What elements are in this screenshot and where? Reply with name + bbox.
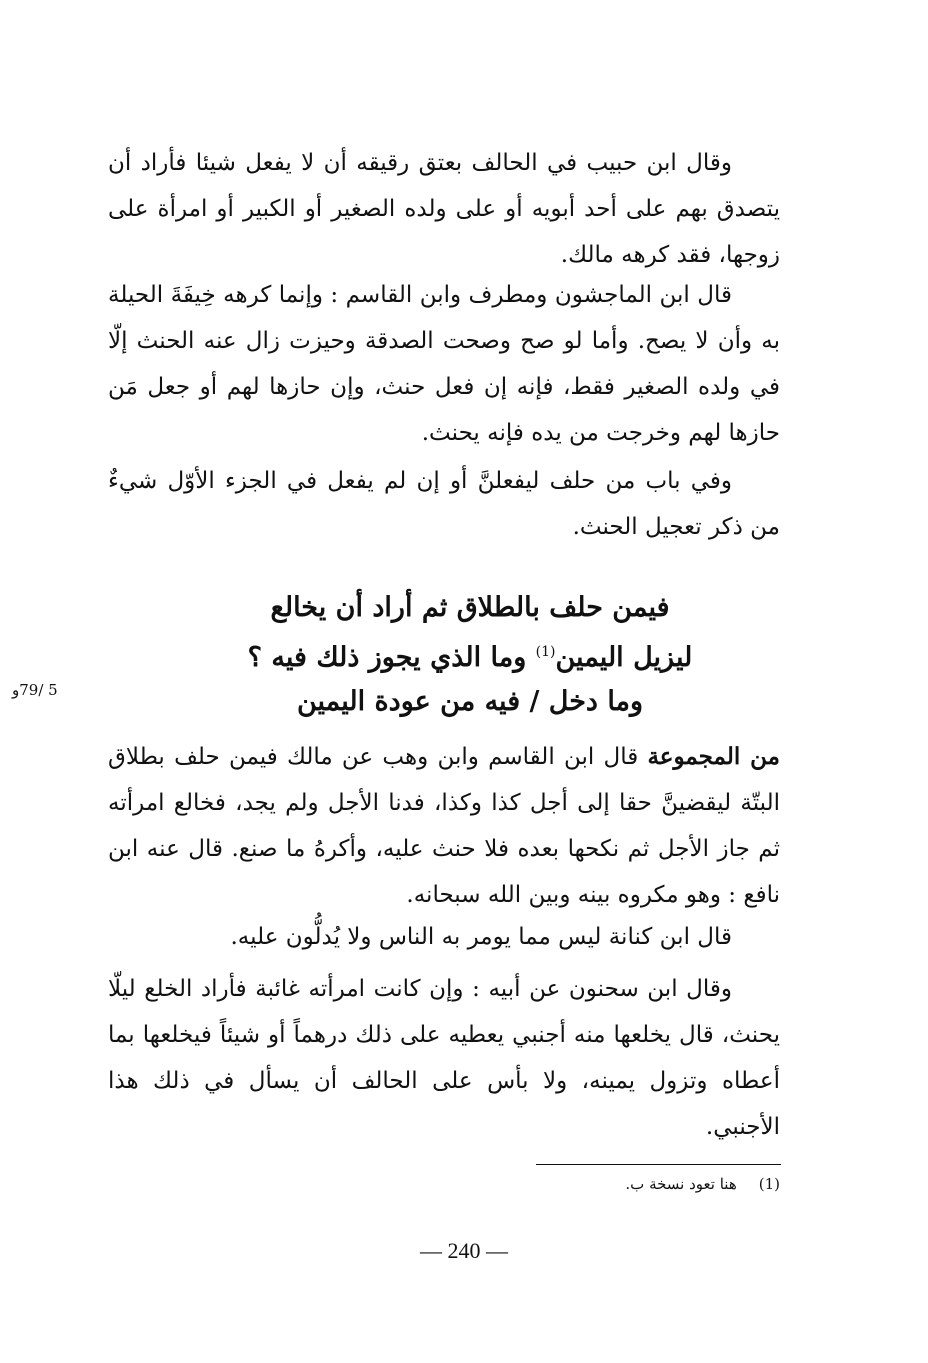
paragraph-1-text: وقال ابن حبيب في الحالف بعتق رقيقه أن لا يفعل شيئا فأراد أن يتصدق بهم على أحد أبويه أو على ولده الصغير أو الكبير أو امرأة على زوجها، فقد كرهه مالك.: [108, 150, 780, 268]
paragraph-4-text: قال ابن القاسم وابن وهب عن مالك فيمن حلف بطلاق البتّة ليقضينَّ حقا إلى أجل كذا وكذا، فدنا الأجل ولم يجد، فخالع امرأته ثم جاز الأجل ثم نكحها بعده فلا حنث عليه، وأكرهُ ما صنع. قال عنه ابن نافع : وهو مكروه بينه وبين الله سبحانه.: [108, 744, 780, 908]
heading-line-2-start: ليزيل اليمين: [555, 642, 693, 673]
paragraph-3-text: وفي باب من حلف ليفعلنَّ أو إن لم يفعل في الجزء الأوّل شيءٌ من ذكر تعجيل الحنث.: [108, 468, 780, 540]
heading-line-2: [200, 630, 740, 680]
heading-line-2-end: وما الذي يجوز ذلك فيه ؟: [247, 642, 527, 673]
footnote-separator: [536, 1164, 781, 1165]
footnote-reference: (1): [535, 644, 556, 660]
paragraph-5: [108, 914, 780, 960]
section-heading: [200, 586, 740, 724]
paragraph-2-text: قال ابن الماجشون ومطرف وابن القاسم : وإنما كرهه خِيفَةَ الحيلة به وأن لا يصح. وأما لو صح وصحت الصدقة وحيزت زال عنه الحنث إلّا في ولده الصغير فقط، فإنه إن فعل حنث، وإن حازها لهم أو جعل مَن حازها لهم وخرجت من يده فإنه يحنث.: [108, 282, 780, 446]
page-number: — 240 —: [420, 1238, 508, 1263]
footnote-text: هنا تعود نسخة ب.: [625, 1175, 737, 1193]
paragraph-5-text: قال ابن كنانة ليس مما يومر به الناس ولا يُدلُّون عليه.: [230, 924, 732, 950]
paragraph-6: [108, 966, 780, 1150]
footnote: [520, 1172, 780, 1196]
paragraph-6-text: وقال ابن سحنون عن أبيه : وإن كانت امرأته غائبة فأراد الخلع ليلّا يحنث، قال يخلعها منه أجنبي يعطيه على ذلك درهماً أو شيئاً فيخلعها بما أعطاه وتزول يمينه، ولا بأس على الحالف أن يسأل في ذلك هذا الأجنبي.: [108, 976, 780, 1140]
heading-line-3: وما دخل / فيه من عودة اليمين: [296, 686, 644, 717]
footnote-marker: (1): [758, 1175, 780, 1193]
paragraph-3: [108, 458, 780, 550]
marginal-folio-note: 5 /79و: [12, 681, 58, 699]
paragraph-2: [108, 272, 780, 456]
paragraph-4: [108, 734, 780, 918]
paragraph-1: [108, 140, 780, 278]
source-name: من المجموعة: [647, 743, 780, 770]
heading-line-1: فيمن حلف بالطلاق ثم أراد أن يخالع: [270, 592, 670, 623]
